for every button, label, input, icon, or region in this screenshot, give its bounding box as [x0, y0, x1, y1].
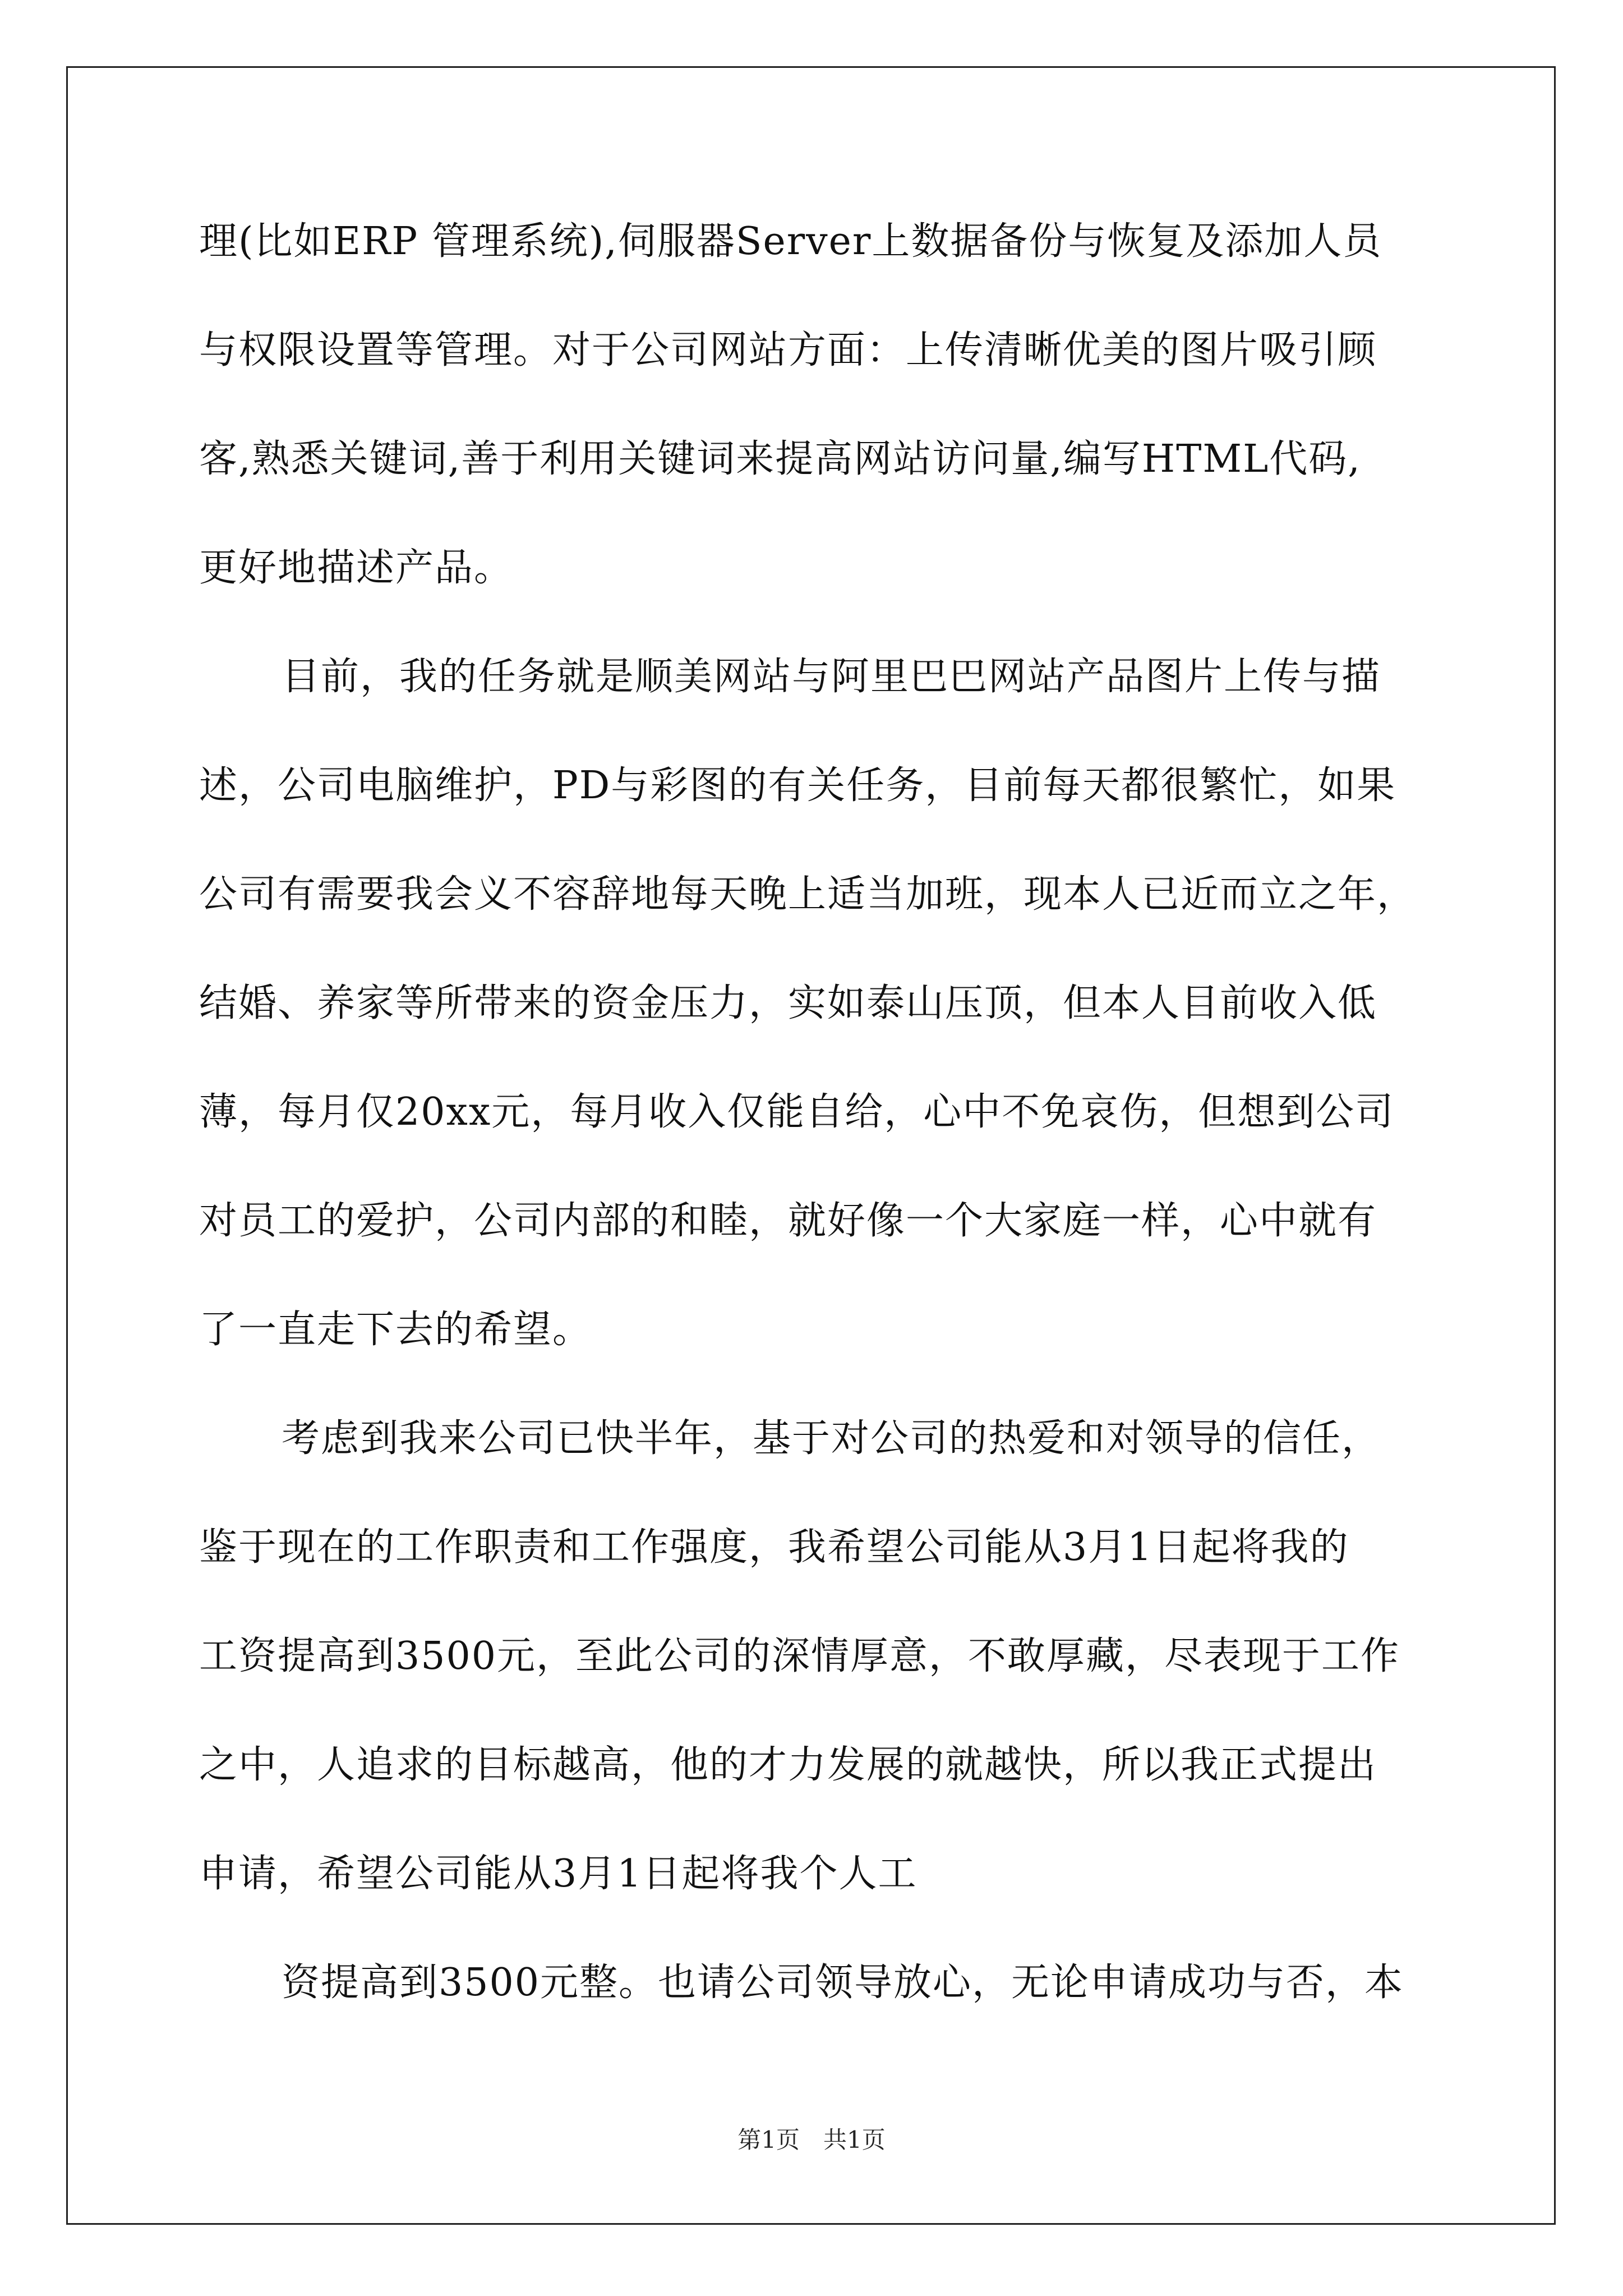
text-line-2: 与权限设置等管理。对于公司网站方面：上传清晰优美的图片吸引顾 — [199, 328, 1377, 372]
text-line-1: 理(比如ERP 管理系统),伺服器Server上数据备份与恢复及添加人员 — [199, 219, 1382, 264]
text-line-13: 鉴于现在的工作职责和工作强度，我希望公司能从3月1日起将我的 — [199, 1525, 1349, 1570]
text-line-7: 公司有需要我会义不容辞地每天晚上适当加班，现本人已近而立之年， — [199, 872, 1417, 917]
text-line-4: 更好地描述产品。 — [199, 546, 514, 590]
text-line-10: 对员工的爱护，公司内部的和睦，就好像一个大家庭一样，心中就有 — [199, 1199, 1377, 1243]
text-line-6: 述，公司电脑维护，PD与彩图的有关任务，目前每天都很繁忙，如果 — [199, 763, 1396, 808]
text-line-8: 结婚、养家等所带来的资金压力，实如泰山压顶，但本人目前收入低 — [199, 981, 1377, 1025]
text-line-14: 工资提高到3500元，至此公司的深情厚意，不敢厚藏，尽表现于工作 — [199, 1634, 1400, 1678]
text-line-12: 考虑到我来公司已快半年，基于对公司的热爱和对领导的信任， — [282, 1416, 1381, 1461]
text-line-15: 之中，人追求的目标越高，他的才力发展的就越快，所以我正式提出 — [199, 1743, 1377, 1787]
text-line-16: 申请，希望公司能从3月1日起将我个人工 — [199, 1852, 917, 1896]
page-footer: 第1页 共1页 — [737, 2126, 886, 2154]
document-body — [199, 218, 1455, 2068]
text-line-9: 薄，每月仅20xx元，每月收入仅能自给，心中不免哀伤，但想到公司 — [199, 1090, 1395, 1134]
text-line-11: 了一直走下去的希望。 — [199, 1308, 592, 1352]
text-line-5: 目前，我的任务就是顺美网站与阿里巴巴网站产品图片上传与描 — [282, 655, 1381, 699]
text-line-17: 资提高到3500元整。也请公司领导放心，无论申请成功与否，本 — [282, 1961, 1404, 2005]
text-line-3: 客,熟悉关键词,善于利用关键词来提高网站访问量,编写HTML代码, — [199, 437, 1361, 481]
